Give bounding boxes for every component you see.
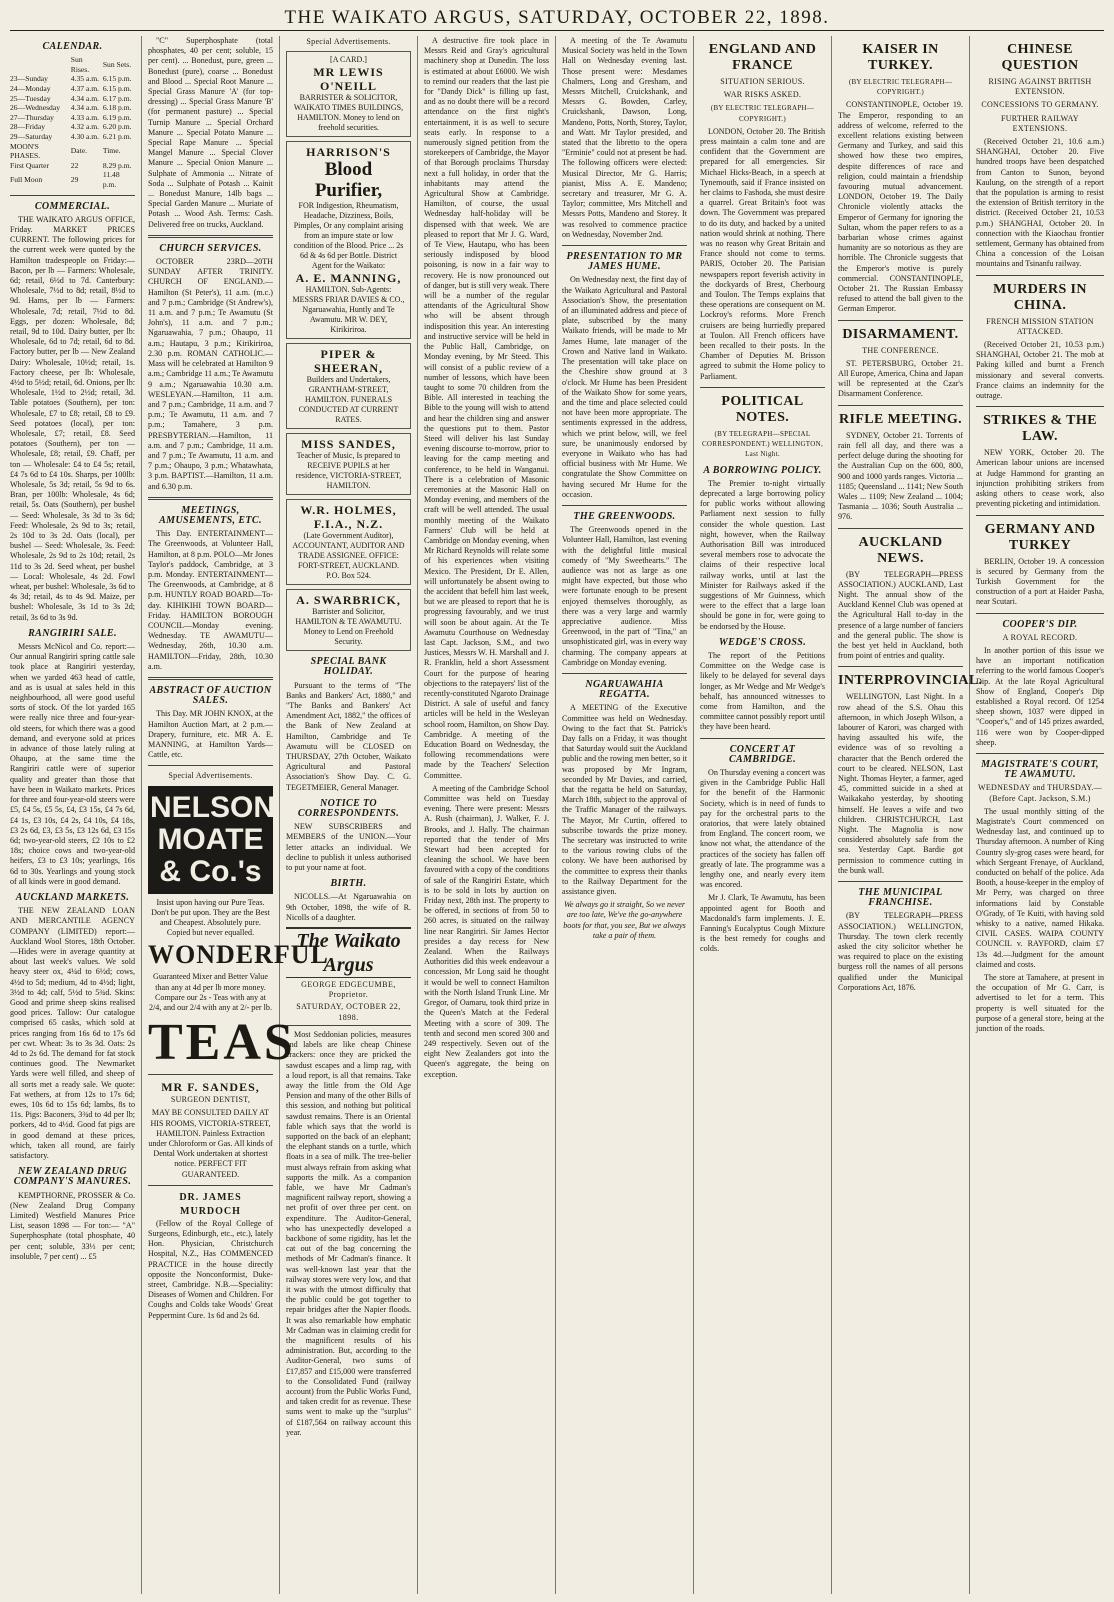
england-france-text: LONDON, October 20. The British press maintain a calm tone and are confident that the Government are prepared for all emergencies. Sir Michael Hicks-Beach, in a speech at Tynemouth, said if France insisted on her claims to Fashoda, she must desire a quarrel. Great Britain's foot was down. The Government was prepared to do its duty, and backed by a united nation would shrink at nothing. There was no reason why Great Britain and France should not come to terms. PARIS, October 20. The Parisian newspapers report feverish activity in the dockyards of Brest, Cherbourg and Toulon. The Temps explains that these operations are consequent on M. Lockroy's reforms. More French cruisers are being hurriedly prepared at Toulon. All French officers have been recalled to their posts. In the Chamber of Deputies M. Brisson agreed to submit the Home policy to Parliament. <box>700 126 825 381</box>
calendar-cell: 6.15 p.m. <box>102 83 132 93</box>
coopers-dip-text: In another portion of this issue we have an important notification referring to the world famous Cooper's Dip. At the late Royal Agricultural Show of England, Cooper's Dip established a Royal record. Of 1254 sheep shown, 1037 were dipped in "Cooper's," and of 145 prizes awarded, 116 were won by Cooper-dipped sheep. <box>976 645 1104 747</box>
murders-text: (Received October 21, 10.53 p.m.) SHANGHAI, October 21. The mob at Paking killed and burnt a French missionary and several converts. France claims an indemnity for the outrage. <box>976 340 1104 401</box>
sandes-advert <box>286 433 411 495</box>
divider <box>148 677 273 680</box>
divider <box>976 406 1104 407</box>
political-notes-heading: POLITICAL NOTES. <box>721 393 804 425</box>
commercial-heading: COMMERCIAL. <box>34 200 111 212</box>
harrison-text: FOR Indigestion, Rheumatism, Headache, Dizziness, Boils, Pimples, Or any complaint arising from an impure state or low condition of the Blood. Price ... 2s 6d & 4s 6d per Bottle. District Agent for the Waikato: <box>293 201 404 271</box>
wedge-text: The report of the Petitions Committee on the Wedge case is likely to be delayed for several days longer, as Mr Wedge and Mr Wedge's behalf, has announced witnesses to come from Hamilton, and the committee cannot possibly report until they have been heard. <box>700 650 825 732</box>
disarmament-text: ST. PETERSBURG, October 21. All Europe, America, China and Japan will be represented at the Czar's Disarmament Conference. <box>838 358 963 399</box>
argus-title: The Waikato Argus <box>286 927 411 978</box>
holmes-text: (Late Government Auditor), ACCOUNTANT, AUDITOR AND TRADE ASSIGNEE. OFFICE: FORT-STREET, AUCKLAND. P.O. Box 524. <box>292 531 405 581</box>
concert-text: On Thursday evening a concert was given in the Cambridge Public Hall for the benefit of the Harmonic Society, which is in need of funds to pay for the orchestral parts to the oratorios, that were lately obtained from England. The concert room, we know not what, the attendance of the practices of the society has fallen off greatly of late. The programme was a lengthy one, and nearly every item was encored. <box>700 767 825 890</box>
holmes-advert <box>286 499 411 585</box>
calendar-cell: 27—Thursday <box>10 112 54 122</box>
sandes-name: MISS SANDES, <box>301 437 396 452</box>
moon-header-cell: Date. <box>70 146 88 156</box>
column-5 <box>556 36 694 1594</box>
auckland-markets-heading: AUCKLAND MARKETS. <box>15 891 130 903</box>
chinese-question-sub-2: CONCESSIONS TO GERMANY. <box>981 100 1099 110</box>
chinese-question-text: (Received October 21, 10.6 a.m.) SHANGHAI, October 20. Five hundred troops have been despatched from Canton to Sunon, beyond Kaulung, on the strength of a report that the population is arming to resist the extension of British territory in the district. (Received October 21, 10.53 p.m.) SHANGHAI, October 20. In connection with the Kiaochau frontier settlement, Germany has obtained from China a concession of the Loisan mountains and Tsinanfu railway. <box>976 137 1104 269</box>
coopers-dip-heading: COOPER'S DIP. <box>1002 618 1078 630</box>
calendar-row <box>10 74 135 84</box>
rifle-meeting-text: SYDNEY, October 21. Torrents of rain fell all day, and there was a perfect deluge during the shooting for the Australian Cup on the 600, 800, 900 and 1000 yards ranges. Victoria ... 1185; Queensland ... 1141; New South Wales ... 1109; New Zealand ... 1004; Tasmania ... 1036; South Australia ... 976. <box>838 430 963 522</box>
meetings-heading: MEETINGS, AMUSEMENTS, ETC. <box>159 504 262 526</box>
auction-heading: ABSTRACT OF AUCTION SALES. <box>149 684 272 707</box>
disarmament-heading: DISARMAMENT. <box>842 326 959 342</box>
holmes-name: W.R. HOLMES, F.I.A., N.Z. <box>300 503 397 532</box>
auckland-news-text: (BY TELEGRAPH—PRESS ASSOCIATION.) AUCKLAND, Last Night. The annual show of the Auckland Kennel Club was opened at the Agricultural Hall to-day in the presence of a large number of fanciers and the general public. The show is the best yet held in Auckland, both from point of entries and quality. <box>838 569 963 661</box>
column-6 <box>694 36 832 1594</box>
bank-holiday-text: Pursuant to the terms of "The Banks and Bankers' Act, 1880," and "The Banks and Bankers' Act Amendment Act, 1882," the offices of the Bank of New Zealand at Hamilton, Cambridge and Te Awamutu will be CLOSED on THURSDAY, 27th October, Waikato Agricultural and Pastoral Association's Show Day. C. G. TEGETMEIER, General Manager. <box>286 680 411 792</box>
swarbrick-name: A. SWARBRICK, <box>296 593 401 608</box>
calendar-row <box>10 103 135 113</box>
magistrate-text: The usual monthly sitting of the Magistrate's Court commenced on Wednesday last, and continued up to Thursday afternoon. A number of King Country sly-grog cases were heard, for which Sergeant Frenaye, of Auckland, conducted on behalf of the police. Ada Booth, a house-keeper in the employ of Mr Perry, was charged on three informations laid by Constable O'Grady, of Te Kuiti, with having sold whisky to a native, named Hikaka. CIVIL CASES. WAIPA COUNTY COUNCIL v. RAYFORD, claim £7 13s 4d.—Judgment for the amount claimed and costs. <box>976 806 1104 969</box>
regatta-heading: NGARUAWAHIA REGATTA. <box>585 678 664 701</box>
calendar-cell: 4.32 a.m. <box>70 122 100 132</box>
rifle-meeting-heading: RIFLE MEETING. <box>838 411 963 427</box>
swarbrick-text: Barrister and Solicitor, HAMILTON & TE AWAMUTU. Money to Lend on Freehold Security. <box>295 607 402 647</box>
bank-holiday-heading: SPECIAL BANK HOLIDAY. <box>310 656 387 678</box>
england-france-sub-2: WAR RISKS ASKED. <box>723 90 802 100</box>
divider <box>838 528 963 529</box>
divider <box>700 387 825 388</box>
harrison-advert <box>286 141 411 339</box>
dentist-text: MAY BE CONSULTED DAILY AT HIS ROOMS, VICTORIA-STREET, HAMILTON. Painless Extraction under Chloroform or Gas. All kinds of Dental Work undertaken at shortest notice. PERFECT FIT GUARANTEED. <box>148 1108 273 1179</box>
calendar-cell: 6.19 p.m. <box>102 112 132 122</box>
murders-heading: MURDERS IN CHINA. <box>993 281 1087 313</box>
calendar-cell: 4.35 a.m. <box>70 74 100 84</box>
moon-cell: Full Moon <box>10 175 43 185</box>
kaiser-heading: KAISER IN TURKEY. <box>862 42 939 73</box>
column-8 <box>970 36 1110 1594</box>
calendar-header-row <box>10 55 135 74</box>
notice-heading: NOTICE TO CORRESPONDENTS. <box>297 797 400 820</box>
franchise-text: (BY TELEGRAPH—PRESS ASSOCIATION.) WELLINGTON, Thursday. The town clerk recently asked the city solicitor whether he was required to place on the existing burgess roll the names of all persons qualified under the Municipal Corporations Act, 1876. <box>838 911 963 992</box>
calendar-cell: 23—Sunday <box>10 74 48 84</box>
calendar-row <box>10 84 135 94</box>
divider <box>10 195 135 196</box>
rangiriri-text: Messrs McNicol and Co. report:—Our annual Rangiriri spring cattle sale took place at Rangiriri yesterday, when we yarded 463 head of cattle, and as is usual at sales held in this neighbourhood, all were good useful sorts of stock. Of the lot yarded 165 were really nice three and four-year-old steers, for which there was a good demand, and everyone sold at prices in advance of those lately ruling at Ohaupo, at the same time the Rangiriri cattle were of superior quality and greater than those that have been in Waikato markets. Prices for three and four-year-old steers were £5, £4 5s, £5 5s, £4, £3 15s, £4 7s 6d, £4 1s, £3 10s, £4 2s, £4 10s, £4 18s, £3 2s 6d, £3, £3 5s, £3 12s 6d, £3 15s 6d; two-year-old steers, £2 10s to £2 18s; choice cows and two-year-old heifers, £3 to £3 10s; yearlings, 16s 6d to 30s. Yearlings and young stock of all kinds were in good demand. <box>10 642 135 886</box>
divider <box>838 320 963 321</box>
calendar-table <box>10 55 135 189</box>
special-advertisements-heading: Special Advertisements. <box>168 771 253 781</box>
manures-price-list: "C" Superphosphate (total phosphates, 40 per cent; soluble, 15 per cent). ... Bonedust, pure, green ... Bonedust (pure), coarse ... Bonedust and Blood ... Special Root Manure ... Special Grass Manure 'A' (for top-dressing) ... Special Grass Manure 'B' (for permanent pasture) ... Special Turnip Manure ... Special Orchard Manure ... Special Potato Manure ... Special Rape Manure ... Special Mangel Manure ... Special Clover Manure ... Special Onion Manure ... Sulphate of Ammonia ... Nitrate of Soda ... Sulphate of Potash ... Kainit ... Bonedust Manure, 14lb bags ... Special Garden Manure ... Muriate of Potash ... Wood Ash. Terms: Cash. Delivered free on trucks, Auckland. <box>148 36 273 229</box>
regatta-text: A MEETING of the Executive Committee was held on Wednesday. Owing to the fact that St. Patrick's Day falls on a Friday, it was thought that Saturday would suit the Auckland public and the rowing men better, so it was proposed by Mr Ingram, seconded by Mr Davies, and carried, that the regatta be held on Saturday, March 18th, subject to the approval of the Traffic Manager of the railways. The Mayor, Mr Curtin, offered to subscribe towards the prize money. The secretary was instructed to write to the various rowing clubs of the colony. We have been authorised by the committee to express their thanks to the Railway Department for the assistance given. <box>562 703 687 897</box>
divider <box>148 765 273 766</box>
murdoch-text: (Fellow of the Royal College of Surgeons, Edinburgh, etc., etc.), lately Hon. Physician, Christchurch Hospital, N.Z., Has COMMENCED PRACTICE in the house directly opposite the Nonconformist, Duke-street, Cambridge. N.B.—Speciality: Diseases of Women and Children. For Coughs and Colds take Woods' Great Peppermint Cure. 1s 6d and 2s 6d. <box>148 1218 273 1320</box>
calendar-cell: 4.34 a.m. <box>70 103 100 113</box>
concert-heading: CONCERT AT CAMBRIDGE. <box>728 743 797 765</box>
greenwoods-heading: THE GREENWOODS. <box>573 510 676 522</box>
calendar-cell: 4.37 a.m. <box>70 83 100 93</box>
divider <box>976 613 1104 614</box>
column-4 <box>418 36 556 1594</box>
manning-name: A. E. MANNING, <box>295 271 402 286</box>
local-news-text: A destructive fire took place in Messrs Reid and Gray's agricultural machinery shop at Dunedin. The loss is estimated at about £6000. We wish to remind our readers that the last pie for "Dandy Dick" is filling up fast, and as no doubt there will be a record attendance on the first night's entertainment, it is as well to secure seats early. In response to a numerously signed petition from the storekeepers of Cambridge, the Mayor of that Borough proclaims Thursday next a full holiday, in order that the inhabitants may attend the Agricultural Show at Cambridge. Hamilton, of course, the usual Wednesday half-holiday will be dispensed with that week. We are pleased to report that Mr J. G. Ward, of Te View, Hautapu, who has been seriously indisposed by blood poisoning, is now in a fair way to recovery. He is now pronounced out of danger, but is still very weak. There will be a number of the regular attendants of the Agricultural Show who will be absent through indisposition this year. An interesting and instructive service will be held in the Public Hall, Cambridge, on Monday evening, by Mr Steed. This will consist of a public review of a number of lessons, which have been taught to some 70 children from the Bible. All interested in teaching the Bible to the young will wish to attend and hear the children sing and answer the questions put to them. Pastor Steed will deliver his last Sunday evening discourse to-morrow, prior to leaving for the camp meeting and conference, to be held in Wanganui. There is a celebration of Masonic ceremonies at the Masonic Hall on Monday evening, and members of the craft will be well attended. The usual monthly meeting of the Waikato Farmers' Club will be held at Cambridge on Monday evening, when Mr Richard Reynolds will relate some of his experiences when visiting Mexico. The President, Dr E. Allen, will unfortunately be absent owing to the accident that befell him last week, but we are pleased to report that he is progressing favourably, and we trust will soon be about again. At the Te Awamutu Courthouse on Wednesday last Capt. Jackson, S.M., and two Justices, Messrs W. H. Marshall and J. R. Franklin, held a short Assessment Court for the purpose of hearing objections to the ratepayers' list of the recently-constituted Ngaroto Drainage District. A sale of useful and fancy articles will be held in the Wesleyan school room, Hamilton, on Show Day. Cambridge. A meeting of the Education Board on Wednesday, the following recommendations were made by the Teachers' Selection Committee. <box>424 36 549 780</box>
magistrate-heading: MAGISTRATE'S COURT, TE AWAMUTU. <box>981 758 1099 781</box>
calendar-cell: 4.33 a.m. <box>70 112 100 122</box>
oneill-text: BARRISTER & SOLICITOR, WAIKATO TIMES BUILDINGS, HAMILTON. Money to lend on freehold securities. <box>293 93 404 133</box>
calendar-row <box>10 94 135 104</box>
teas-heading: TEAS <box>148 1014 296 1072</box>
argus-proprietor: GEORGE EDGECUMBE, Proprietor. <box>301 980 396 1000</box>
divider <box>976 275 1104 276</box>
dentist-title: SURGEON DENTIST, <box>170 1095 251 1105</box>
nelson-moate-text: Insist upon having our Pure Teas. Don't be put upon. They are the Best and Cheapest. Absolutely pure. Copied but never equalled. <box>151 897 270 938</box>
column-7 <box>832 36 983 1594</box>
strikes-heading: STRIKES & THE LAW. <box>983 413 1097 445</box>
divider <box>838 666 963 667</box>
sandes-text: Teacher of Music, Is prepared to RECEIVE PUPILS at her residence, VICTORIA-STREET, HAMILTON. <box>295 451 402 491</box>
chinese-question-heading: CHINESE QUESTION <box>1001 42 1079 73</box>
swarbrick-advert <box>286 589 411 651</box>
moon-header-row <box>10 142 135 161</box>
blood-purifier-title: Blood Purifier, <box>314 159 383 202</box>
divider <box>562 245 687 246</box>
calendar-cell: 6.17 p.m. <box>102 93 132 103</box>
england-france-heading: ENGLAND AND FRANCE <box>708 42 817 73</box>
calendar-row <box>10 122 135 132</box>
calendar-heading: CALENDAR. <box>42 41 103 52</box>
divider <box>562 673 687 674</box>
moon-cell: 11.48 p.m. <box>102 170 120 189</box>
borrowing-heading: A BORROWING POLICY. <box>703 464 822 476</box>
card-label: [A CARD.] <box>330 55 367 65</box>
murdoch-name: DR. JAMES MURDOCH <box>179 1191 242 1217</box>
divider <box>700 738 825 739</box>
moon-cell: 22 <box>70 160 79 170</box>
moon-row <box>10 170 135 189</box>
divider <box>838 881 963 882</box>
calendar-row <box>10 113 135 123</box>
special-advertisements-heading: Special Advertisements. <box>306 37 391 46</box>
strikes-text: NEW YORK, October 20. The American labour unions are incensed at Judge Hammond for granting an injunction prohibiting strikers from asking others to cease work, also preventing picketing and intimidation. <box>976 448 1104 509</box>
column-2 <box>142 36 329 1594</box>
church-services-heading: CHURCH SERVICES. <box>159 242 262 254</box>
piper-advert <box>286 343 411 429</box>
political-text: The Premier to-night virtually deprecated a large borrowing policy for public works without allowing Parliament next session to fully consider the whole question. Last night, however, when the Railway Authorisation Bill was introduced several members rose to advocate the claims of their respective local railway works, until at last the Minister for Railways asked if the suggestions of Mr Guinness, which were to the effect that a large loan should be gone in for, were going to be endorsed by the House. <box>700 478 825 631</box>
divider <box>562 505 687 506</box>
auckland-news-heading: AUCKLAND NEWS. <box>858 534 943 566</box>
piper-text: Builders and Undertakers, GRANTHAM-STREET, HAMILTON. FUNERALS CONDUCTED AT CURRENT RATES. <box>298 375 399 425</box>
calendar-row <box>10 132 135 142</box>
presentation-text: On Wednesday next, the first day of the Waikato Agricultural and Pastoral Association's Show, the presentation of an illuminated address and piece of plate, subscribed by the many Waikato friends, will be made to Mr James Hume, late manager of the Crown and Native land in Waikato. The presentation will take place on the Cheshire show ground at 3 o'clock. Mr Hume has been President of the Waikato Show for some years, and the time and place selected could not have been more appropriate. The sentiments expressed in the address, which we print below, will, we feel sure, be unanimously endorsed by everyone in Waikato who has had official business with Mr Hume. We congratulate the Show Committee on having secured Mr Hume for the occasion. <box>562 275 687 499</box>
wonderful-text: Guaranteed Mixer and Better Value than any at 4d per lb more money. Compare our 2s - Teas with any at 2/4, and our 2/4 with any at 2/- per lb. <box>149 972 272 1013</box>
moon-header-cell: Time. <box>102 146 121 156</box>
divider <box>976 753 1104 754</box>
presentation-heading: PRESENTATION TO MR JAMES HUME. <box>566 251 683 273</box>
piper-name: PIPER & SHEERAN, <box>313 347 383 376</box>
calendar-cell: 6.20 p.m. <box>102 122 132 132</box>
leader-article: Most Seddonian policies, measures and labels are like cheap Chinese crackers: once they are pricked the sawdust escapes and a limp rag, with a loud report, is all that remains. Take away the little from the Old Age Pension and many of the other Bills of this session, and nothing but political sawdust remains. There is an Oriental fable which says that the world is supported on the back of an elephant; the elephant stands on a turtle, which floats in a sea of milk. The tree-belier must always refrain from asking what supports the milk. As a companion fable, we have Mr Cadman's magnificent railway report, showing a net profit of over three per cent. on expenditure. The Auditor-General, who has unexpectedly developed a backbone of some rigidity, has let the cat out of the bag concerning the methods of Mr Cadman's finance. It was well-known last year that the railway stores were very low, and that it was with the utmost difficulty that the public could be got together to repair bridges after the Napier floods. It was also remarkable how emphatic Mr Cadman was in claiming credit for the magnificent results of his administration. But, according to the Auditor-General, two sums of £17,857 and £15,000 were transferred to the Consolidated Fund (railway account) from the Public Works Fund, and taken credit for as revenue. These sums went to make up the "surplus" of £187,564 on railway account this year. <box>286 1029 411 1437</box>
argus-date: SATURDAY, OCTOBER 22, 1898. <box>286 1002 411 1025</box>
calendar-cell: 6.21 p.m. <box>102 131 132 141</box>
oneill-name: MR LEWIS O'NEILL <box>313 65 384 94</box>
rangiriri-heading: RANGIRIRI SALE. <box>28 627 117 639</box>
calendar-cell: 4.34 a.m. <box>70 93 100 103</box>
divider <box>838 405 963 406</box>
calendar-header-cell: Sun Sets. <box>102 60 132 69</box>
birth-text: NICOLLS.—At Ngaruawahia on 9th October, 1898, the wife of R. Nicolls of a daughter. <box>286 892 411 922</box>
closing-text: The store at Tamahere, at present in the occupation of Mr G. Carr, is advertised to let for a term. This property is well situated for the purpose of a general store, being at the junction of the roads. <box>976 973 1104 1034</box>
wonderful-heading: WONDERFUL <box>148 940 329 970</box>
notice-text: NEW SUBSCRIBERS and MEMBERS of the UNION.—Your letter attacks an individual. We decline to publish it unless authorised to put your name at foot. <box>286 822 411 873</box>
wedge-heading: WEDGE'S CROSS. <box>718 636 807 648</box>
moon-header-cell: MOON'S PHASES. <box>10 141 41 161</box>
divider <box>148 1185 273 1186</box>
manning-text: HAMILTON. Sub-Agents: MESSRS FRIAR DAVIES & CO., Ngaruawahia, Huntly and Te Awamutu. MR W. DEY, Kirikiriroa. <box>292 285 405 335</box>
divider <box>148 235 273 238</box>
calendar-cell: 4.30 a.m. <box>70 131 100 141</box>
moon-cell: 8.29 p.m. <box>102 160 132 170</box>
church-services-text: OCTOBER 23RD—20TH SUNDAY AFTER TRINITY. CHURCH OF ENGLAND.—Hamilton (St Peter's), 11 a.m. (m.c.) and 7 p.m.; Cambridge (St Andrew's), 11 a.m. and 7 p.m.; Te Awamutu (St John's), 11 a.m. and 7 p.m.; Ngaruawahia, 7 p.m.; Ohaupo, 11 a.m.; Hautapu, 3 p.m.; Kirikiriroa, 2.30 p.m. ROMAN CATHOLIC.—Mass will be celebrated at Hamilton 9 a.m.; Cambridge 11 a.m.; Te Awamutu 9 a.m.; Ngaruawahia 10.30 a.m. WESLEYAN.—Hamilton, 11 a.m. and 7 p.m.; Cambridge, 11 a.m. and 7 p.m.; Te Awamutu, 11 a.m. and 7 p.m.; Tamahere, 3 p.m. PRESBYTERIAN.—Hamilton, 11 a.m. and 7 p.m.; Cambridge, 11 a.m. and 7 p.m.; Te Awamutu, 11 a.m. and 7 p.m.; Ohaupo, 3 p.m.; Whatawhata, 3 p.m. BAPTIST.—Hamilton, 11 a.m. and 6.30 p.m. <box>148 257 273 491</box>
closing-text: Mr J. Clark, Te Awamutu, has been appointed agent for Booth and Macdonald's farm implements. J. E. Fanning's Eucalyptus Cough Mixture is the best remedy for coughs and colds. <box>700 893 825 954</box>
calendar-header-cell <box>10 55 71 74</box>
magistrate-sub: WEDNESDAY and THURSDAY.—(Before Capt. Jackson, S.M.) <box>977 783 1103 803</box>
greenwoods-text: The Greenwoods opened in the Volunteer Hall, Hamilton, last evening with the delightful little musical comedy of "My Sweethearts." The audience was not as large as one might have expected, but those who were fortunate enough to be present enjoyed themselves thoroughly, as there was a very large and warmly appreciative audience. Miss Greenwood, in the part of "Tina," an unsophisticated girl, was in every way charming. The company appears at Cambridge on Monday evening. <box>562 525 687 667</box>
franchise-heading: THE MUNICIPAL FRANCHISE. <box>858 887 943 909</box>
birth-heading: BIRTH. <box>330 878 367 890</box>
divider <box>148 1074 273 1075</box>
auction-text: This Day. MR JOHN KNOX, at the Hamilton Auction Mart, at 2 p.m.—Drapery, furniture, etc. MR A. E. MANNING, at Hamilton Yards—Cattle, etc. <box>148 709 273 760</box>
disarmament-sub: THE CONFERENCE. <box>862 345 939 355</box>
poem: We always go it straight, So we never are too late, We've the go-anywhere boots for that, you see, But we always take a pair of them. <box>563 900 686 940</box>
drug-company-text: KEMPTHORNE, PROSSER & Co. (New Zealand Drug Company Limited) Westfield Manures Price List, season 1898 — For ton:— "A" Superphosphate (total phosphate, 40 per cent; soluble, 33⅓ per cent; insoluble, 7 per cent) ... £5 <box>10 1190 135 1261</box>
moon-cell: 29 <box>70 175 79 185</box>
interprovincial-heading: INTERPROVINCIAL. <box>838 673 983 689</box>
musical-society-text: A meeting of the Te Awamutu Musical Society was held in the Town Hall on Wednesday evening last. Those present were: Mesdames Chalmers, Long and Gresham, and Messrs Mitchell, Cruickshank, and Messrs G. Bowden, Carley, Cruickshank, Dawson, Long, Mandeno, Potts, North, Storey, Taylor, and Watt. Mr Taylor presided, and stated that the libretto to the opera "Erminie" could not at present be had. The following officers were elected: Musical Director, Mr G. Harris; pianist, Miss A. E. Mandeno; secretary and treasurer, Mr G. A. Taylor; committee, Mrs Mitchell and Messrs Potts, Mandeno and Storey. It was resolved to commence practice on Wednesday, November 2nd. <box>562 36 688 239</box>
interprovincial-text: WELLINGTON, Last Night. In a row ahead of the S.S. Ohau this afternoon, in which Joseph Wilson, a labourer of Karori, was charged with having assaulted his wife, the evidence was of so revolting a character that the Bench ordered the court to be cleared. NELSON, Last Night. Thomas Heyter, a farmer, aged 45, committed suicide in a shed at Waikakaho yesterday, by shooting himself. He leaves a wife and two children. CHRISTCHURCH, Last Night. The Magnolia is now considered absolutely safe from the sea. Yesterday Capt. Bardie got permission to commence cutting in the bunk wall. <box>838 692 963 875</box>
kaiser-dateline: (BY ELECTRIC TELEGRAPH—COPYRIGHT.) <box>848 78 953 97</box>
calendar-cell: 6.18 p.m. <box>102 103 132 113</box>
germany-turkey-heading: GERMANY AND TURKEY <box>984 521 1096 553</box>
calendar-cell: 29—Saturday <box>10 131 53 141</box>
england-france-sub: SITUATION SERIOUS. <box>720 77 805 86</box>
divider <box>148 497 273 500</box>
calendar-cell: 6.15 p.m. <box>102 74 132 84</box>
masthead: THE WAIKATO ARGUS, SATURDAY, OCTOBER 22, 1898. <box>10 6 1104 31</box>
kaiser-text: CONSTANTINOPLE, October 19. The Emperor, responding to an address of welcome, referred to the excellent relations existing between Germany and Turkey, and said this showed how these two empires, despite differences of race and religion, could maintain a friendship favouring mutual advancement. LONDON, October 19. The Daily Chronicle violently attacks the Emperor of Germany for ignoring the Sultan, whom the paper refers to as a barbarian whose crimes against humanity are so notorious as they are horrible. The Chronicle suggests that the Emperor's motive is purely commercial. CONSTANTINOPLE, October 21. The Russian Embassy refused to attend the ball given to the German Emperor. <box>838 100 963 314</box>
nelson-moate-advert: NELSON MOATE & Co.'s <box>148 786 273 894</box>
calendar-cell: 25—Tuesday <box>10 93 51 103</box>
chinese-question-sub: RISING AGAINST BRITISH EXTENSION. <box>988 77 1092 97</box>
oneill-advert <box>286 51 411 137</box>
drug-company-heading: NEW ZEALAND DRUG COMPANY'S MANURES. <box>13 1166 132 1188</box>
calendar-cell: 24—Monday <box>10 83 51 93</box>
calendar-header-cell: Sun Rises. <box>70 55 90 74</box>
calendar-cell: 26—Wednesday <box>10 103 61 113</box>
dentist-name: MR F. SANDES, <box>161 1080 260 1095</box>
commercial-text: THE WAIKATO ARGUS OFFICE, Friday. MARKET PRICES CURRENT. The following prices for the current week were quoted by the Hamilton tradespeople on Friday:— Bacon, per lb — Farmers: Wholesale, 6d; retail, 6½d to 7d. Canterbury: Wholesale, 7½d to 8d; retail, 8½d to 9d. Hams, per lb — Farmers: Wholesale, 7d; retail, 7½d to 8d. Eggs, per dozen: Wholesale, 8d; retail, 9d to 10d. Dairy butter, per lb: Wholesale, 6d to 7d; retail, 6d to 8d. Factory butter, per lb — New Zealand Dairy: Wholesale, 10½d; retail, 1s. Factory cheese, per lb: Wholesale, 4½d to 5½d; retail, 6d. Onions, per lb: Wholesale, 1½d to 2½d; retail, 3d. Table potatoes (Southern), per ton: Wholesale, £7 to £8; retail, £8 to £9. Seed potatoes (local), per ton: Wholesale, £7; retail, £8. Seed potatoes (Southern), per ton — Wholesale, £8; retail, £9. Chaff, per ton — Wholesale: £4 to £4 5s; retail, £4 7s 6d to £4 10s. Sharps, per 100lb: Wholesale, 5s 3d; retail, 5s 9d to 6s. Bran, per 100lb: Wholesale, 4s 6d; retail, 5s. Oats (Southern), per bushel — Seed: Wholesale, 3s 3d to 3s 6d; Feed: Wholesale, 2s 9d to 3s; retail, 2s 10d to 3s 2d. Oats (local), per bushel — Seed: Wholesale, 3s. Feed: Wholesale, 2s 9d to 2s 10d; retail, 2s 11d to 3s 2d. Seed wheat, per bushel — Local: Wholesale, 4s 2d. Fowl wheat, per bushel: Wholesale, 3s 6d to 4s 3d; retail, 4s to 4s 9d. Maize, per bushel: Wholesale, 3s 1d to 3s 2d; retail, 3s 6d to 3s 9d. <box>10 214 135 622</box>
germany-turkey-text: BERLIN, October 19. A concession is secured by Germany from the Turkish Government for the construction of a port at Haider Pasha, near Scutari. <box>976 556 1104 607</box>
coopers-dip-sub: A ROYAL RECORD. <box>1002 632 1078 642</box>
column-1 <box>4 36 142 1594</box>
harrison-title: HARRISON'S <box>306 145 391 160</box>
local-news-text-2: A meeting of the Cambridge School Committee was held on Tuesday evening. There were present: Messrs A. Rush (chairman), J. Walker, F. J. Brooks, and J. Hally. The chairman reported that the tender of Mrs Stewart had been accepted for cleaning the school. We have been favoured with a copy of the conditions of sale of the Rangiriri Estate, which is to be sold in lots by auction on Friday next, 28th inst. The property to be offered, in sections of from 50 to 260 acres, is situated on the railway line near Rangiriri. Sir James Hector presides a day recess for New Zealand. When the Railways Authorities did this week endeavour a concession, Mr Long said he thought it would be well to connect Hamilton with the North Island Trunk Line. Mr Gregor, of Oamaru, took third prize in the Queen's Match at the Federal Meeting with a score of 309. The tenth and second men scored 300 and 249 respectively. Seven out of the eight New Zealanders got into the Queen's aggregate, the being on exception. <box>424 783 549 1079</box>
telegraph-dateline: (BY ELECTRIC TELEGRAPH—COPYRIGHT.) <box>710 104 815 123</box>
divider <box>976 515 1104 516</box>
auckland-markets-text: THE NEW ZEALAND LOAN AND MERCANTILE AGENCY COMPANY (LIMITED) report:—Auckland Wool Stores, 18th October.—Hides were in average quantity at about last week's values. We sold heavy steer ox, 4¼d to 6½d; cows, 4½d to 5d; medium, 4d to 4½d; light, 3½d to 4d; calf, 5½d to 5¾d. Skins: Good and prime sheep skins realised good prices. Tallow: Our catalogue comprised 65 casks, which sold at prices ranging from 16s 6d to 17s 6d per cwt. Wheat: 3s to 3s 3d. Oats: 2s 4d to 2s 6d. The demand for fat stock continues good. The Newmarket Yards were well filled, and sheep of all sorts met a ready sale. We quote: Fat wethers, at from 12s to 17s 6d; ewes, 10s 6d to 15s 6d; lambs, 8s to 11s. Pigs: Baconers, 3¾d to 4d per lb; porkers, 4d to 4½d. Good fat pigs are in good demand at these prices, which, taken all round, are fairly satisfactory. <box>10 906 135 1160</box>
moon-row <box>10 161 135 171</box>
murders-sub: FRENCH MISSION STATION ATTACKED. <box>986 316 1094 336</box>
political-dateline: (BY TELEGRAPH—SPECIAL CORRESPONDENT.) WELLINGTON, Last Night. <box>701 429 824 459</box>
calendar-cell: 28—Friday <box>10 122 46 132</box>
column-3 <box>280 36 418 1594</box>
meetings-text: This Day. ENTERTAINMENT—The Greenwoods, at Volunteer Hall, Hamilton, at 8 p.m. POLO—Mr Jones Taylor's paddock, Cambridge, at 3 p.m. Monday. ENTERTAINMENT—The Greenwoods, at Cambridge, at 8 p.m. HUNTLY ROAD BOARD—To-day. KIHIKIHI TOWN BOARD—Friday. HAMILTON BOROUGH COUNCIL—Monday evening. Wednesday. TE AWAMUTU—Wednesday, 26th, 10.30 a.m. HAMILTON—Friday, 28th, 10.30 a.m. <box>148 529 273 671</box>
moon-cell: First Quarter <box>10 160 50 170</box>
chinese-question-sub-3: FURTHER RAILWAY EXTENSIONS. <box>1000 113 1080 133</box>
